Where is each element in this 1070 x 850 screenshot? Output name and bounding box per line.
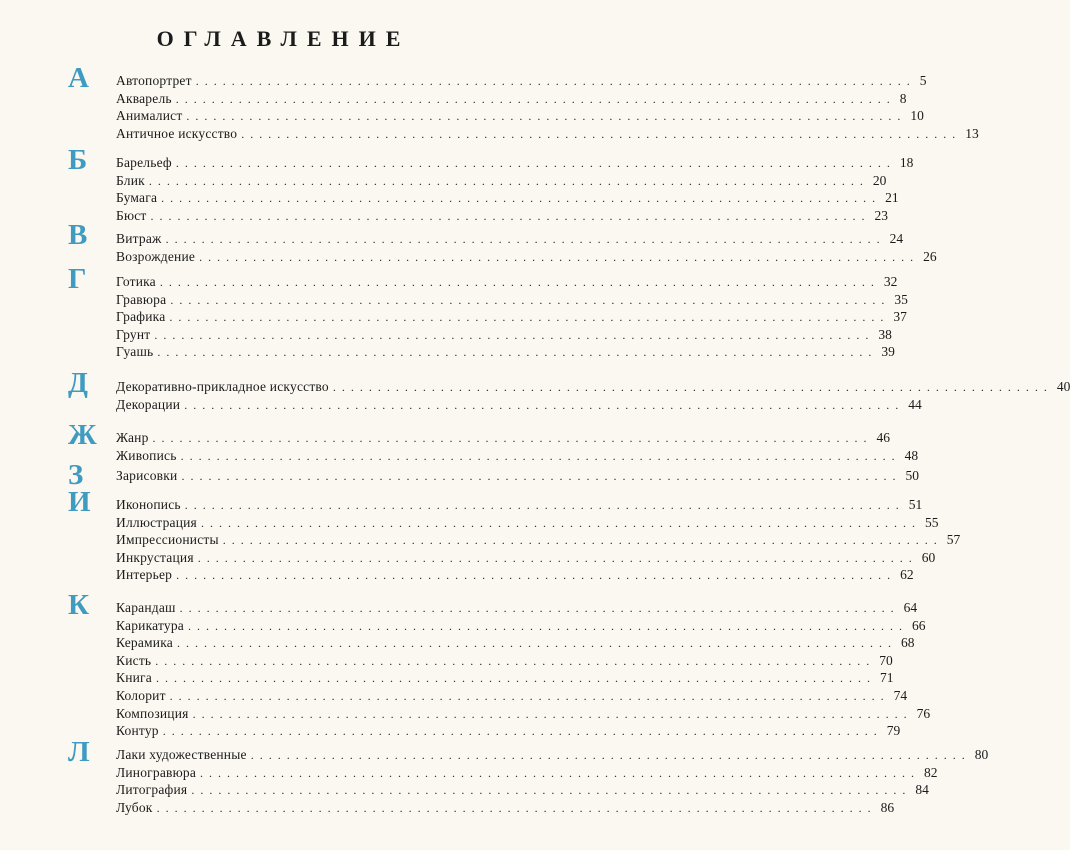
entry-page-number: 86 <box>880 799 895 815</box>
entry-title: Композиция <box>116 705 189 721</box>
dot-leader: ................................................................................ <box>192 706 913 721</box>
toc-entry[interactable] <box>116 669 894 687</box>
entry-page-number: 13 <box>965 125 979 141</box>
entry-page-number: 57 <box>946 532 961 548</box>
dot-leader: ................................................................................ <box>162 724 883 739</box>
section-letter: В <box>68 219 88 251</box>
dot-leader: ................................................................................ <box>250 748 971 762</box>
entry-page-number: 24 <box>889 231 904 246</box>
dot-leader: ................................................................................ <box>184 397 905 412</box>
toc-entry[interactable] <box>116 90 907 108</box>
toc-entry[interactable] <box>116 326 892 344</box>
section-letter: К <box>68 589 90 621</box>
entry-title: Иконопись <box>116 497 181 512</box>
entry-title: Акварель <box>116 90 172 106</box>
entry-title: Контур <box>116 723 159 739</box>
dot-leader: ................................................................................ <box>156 800 877 815</box>
entry-page-number: 80 <box>974 747 989 762</box>
entry-page-number: 40 <box>1056 379 1070 394</box>
dot-leader: ................................................................................ <box>161 191 882 206</box>
entry-title: Лаки художественные <box>116 747 247 762</box>
toc-entry[interactable] <box>116 496 923 514</box>
entry-title: Кисть <box>116 652 152 668</box>
section-letter: Г <box>68 263 87 295</box>
dot-leader: ................................................................................ <box>184 498 905 512</box>
dot-leader: ................................................................................ <box>175 91 896 106</box>
toc-entry[interactable] <box>116 72 927 90</box>
entry-title: Возрождение <box>116 248 196 264</box>
entry-title: Линогравюра <box>116 764 197 780</box>
entry-page-number: 48 <box>904 447 919 463</box>
entry-title: Зарисовки <box>116 468 178 483</box>
toc-entry[interactable] <box>116 764 938 782</box>
section-letter: З <box>68 459 84 491</box>
dot-leader: ................................................................................ <box>169 689 890 703</box>
entry-title: Колорит <box>116 688 166 703</box>
dot-leader: ................................................................................ <box>169 310 890 325</box>
toc-entry[interactable] <box>116 429 891 447</box>
toc-entry[interactable] <box>116 396 922 414</box>
toc-entry[interactable] <box>116 230 904 248</box>
toc-entry[interactable] <box>116 154 914 172</box>
toc-entry[interactable] <box>116 343 895 361</box>
entry-title: Книга <box>116 670 152 686</box>
entry-title: Блик <box>116 172 145 188</box>
dot-leader: ................................................................................ <box>150 208 871 223</box>
dot-leader: ................................................................................ <box>155 653 876 668</box>
dot-leader: ................................................................................ <box>181 469 902 483</box>
entry-title: Грунт <box>116 326 151 342</box>
entry-title: Декоративно-прикладное искусство <box>116 379 329 394</box>
entry-page-number: 79 <box>886 723 901 739</box>
entry-page-number: 70 <box>879 652 893 668</box>
dot-leader: ................................................................................ <box>152 431 873 445</box>
entry-page-number: 5 <box>919 73 927 88</box>
dot-leader: ................................................................................ <box>157 345 878 360</box>
entry-title: Графика <box>116 309 166 325</box>
entry-title: Керамика <box>116 635 173 651</box>
toc-entry[interactable] <box>116 549 936 567</box>
toc-entry[interactable] <box>116 308 907 326</box>
toc-entry[interactable] <box>116 652 893 670</box>
dot-leader: ................................................................................ <box>332 380 1053 394</box>
entry-page-number: 82 <box>924 764 938 780</box>
toc-entry[interactable] <box>116 705 931 723</box>
entry-page-number: 60 <box>921 549 936 565</box>
entry-page-number: 46 <box>876 430 891 445</box>
toc-entry[interactable] <box>116 746 989 764</box>
dot-leader: ................................................................................ <box>200 515 921 530</box>
entry-title: Интерьер <box>116 567 173 583</box>
dot-leader: ................................................................................ <box>222 533 943 548</box>
entry-title: Готика <box>116 274 156 289</box>
section-letter: Б <box>68 144 88 176</box>
entry-page-number: 64 <box>903 600 918 615</box>
dot-leader: ................................................................................ <box>179 601 900 615</box>
toc-entry[interactable] <box>116 722 901 740</box>
entry-title: Гуашь <box>116 344 154 360</box>
entry-page-number: 66 <box>912 617 926 633</box>
entry-page-number: 76 <box>916 705 931 721</box>
toc-entry[interactable] <box>116 599 918 617</box>
entry-page-number: 50 <box>905 468 919 483</box>
dot-leader: ................................................................................ <box>186 109 907 124</box>
toc-entry[interactable] <box>116 687 908 705</box>
entry-title: Карандаш <box>116 600 176 615</box>
entry-title: Карикатура <box>116 617 185 633</box>
dot-leader: ................................................................................ <box>155 671 876 686</box>
entry-title: Литография <box>116 782 188 798</box>
entry-page-number: 44 <box>908 396 922 412</box>
section-letter: А <box>68 62 89 94</box>
entry-title: Живопись <box>116 447 177 463</box>
entry-page-number: 23 <box>874 207 889 223</box>
entry-page-number: 74 <box>893 688 908 703</box>
entry-title: Барельеф <box>116 155 172 170</box>
toc-entry[interactable] <box>116 291 908 309</box>
entry-page-number: 26 <box>923 248 937 264</box>
entry-page-number: 39 <box>881 344 895 360</box>
toc-entry[interactable] <box>116 566 914 584</box>
section-letter: И <box>68 486 91 518</box>
toc-entry[interactable] <box>116 634 915 652</box>
dot-leader: ................................................................................ <box>200 765 921 780</box>
toc-entry[interactable] <box>116 273 898 291</box>
entry-title: Бюст <box>116 207 147 223</box>
dot-leader: ................................................................................ <box>241 126 962 141</box>
entry-page-number: 32 <box>883 274 898 289</box>
section-letter: Ж <box>68 419 97 451</box>
entry-title: Жанр <box>116 430 149 445</box>
entry-title: Инкрустация <box>116 549 194 565</box>
entry-page-number: 20 <box>872 172 887 188</box>
toc-entry[interactable] <box>116 514 939 532</box>
entry-page-number: 51 <box>908 497 923 512</box>
dot-leader: ................................................................................ <box>191 783 912 798</box>
entry-page-number: 68 <box>900 635 915 651</box>
toc-entry[interactable] <box>116 531 961 549</box>
entry-title: Декорации <box>116 396 181 412</box>
entry-page-number: 18 <box>899 155 914 170</box>
entry-page-number: 21 <box>885 190 899 206</box>
toc-entry[interactable] <box>116 617 926 635</box>
dot-leader: ................................................................................ <box>199 249 920 264</box>
entry-title: Гравюра <box>116 291 167 307</box>
dot-leader: ................................................................................ <box>195 74 916 88</box>
entry-page-number: 84 <box>915 782 929 798</box>
entry-title: Античное искусство <box>116 125 238 141</box>
dot-leader: ................................................................................ <box>188 618 909 633</box>
section-letter: Л <box>68 736 90 768</box>
dot-leader: ................................................................................ <box>159 275 880 289</box>
dot-leader: ................................................................................ <box>176 568 897 583</box>
entry-title: Иллюстрация <box>116 514 197 530</box>
entry-title: Импрессионисты <box>116 532 219 548</box>
toc-entry[interactable] <box>116 107 924 125</box>
entry-page-number: 8 <box>899 90 907 106</box>
entry-page-number: 38 <box>878 326 892 342</box>
toc-entry[interactable] <box>116 248 937 266</box>
entry-title: Витраж <box>116 231 162 246</box>
entry-page-number: 55 <box>924 514 939 530</box>
toc-entry[interactable] <box>116 189 899 207</box>
toc-entry[interactable] <box>116 467 919 485</box>
entry-page-number: 37 <box>893 309 907 325</box>
toc-entry[interactable] <box>116 125 979 143</box>
dot-leader: ................................................................................ <box>148 173 869 188</box>
toc-entry[interactable] <box>116 172 887 190</box>
entry-page-number: 71 <box>879 670 894 686</box>
section-letter: Д <box>68 367 88 399</box>
toc-entry[interactable] <box>116 781 929 799</box>
entry-title: Лубок <box>116 799 153 815</box>
entry-page-number: 62 <box>900 567 914 583</box>
dot-leader: ................................................................................ <box>180 448 901 463</box>
toc-entry[interactable] <box>116 799 895 817</box>
toc-entry[interactable] <box>116 447 919 465</box>
entry-title: Анималист <box>116 108 183 124</box>
page-title: ОГЛАВЛЕНИЕ <box>156 26 411 51</box>
entry-page-number: 35 <box>894 291 908 307</box>
dot-leader: ................................................................................ <box>154 327 875 342</box>
toc-entry[interactable] <box>116 207 889 225</box>
dot-leader: ................................................................................ <box>176 636 897 651</box>
dot-leader: ................................................................................ <box>165 232 886 246</box>
entry-title: Бумага <box>116 190 158 206</box>
entry-title: Автопортрет <box>116 73 192 88</box>
dot-leader: ................................................................................ <box>170 292 891 307</box>
entry-page-number: 10 <box>910 108 924 124</box>
toc-entry[interactable] <box>116 378 1070 396</box>
dot-leader: ................................................................................ <box>175 156 896 170</box>
dot-leader: ................................................................................ <box>197 550 918 565</box>
